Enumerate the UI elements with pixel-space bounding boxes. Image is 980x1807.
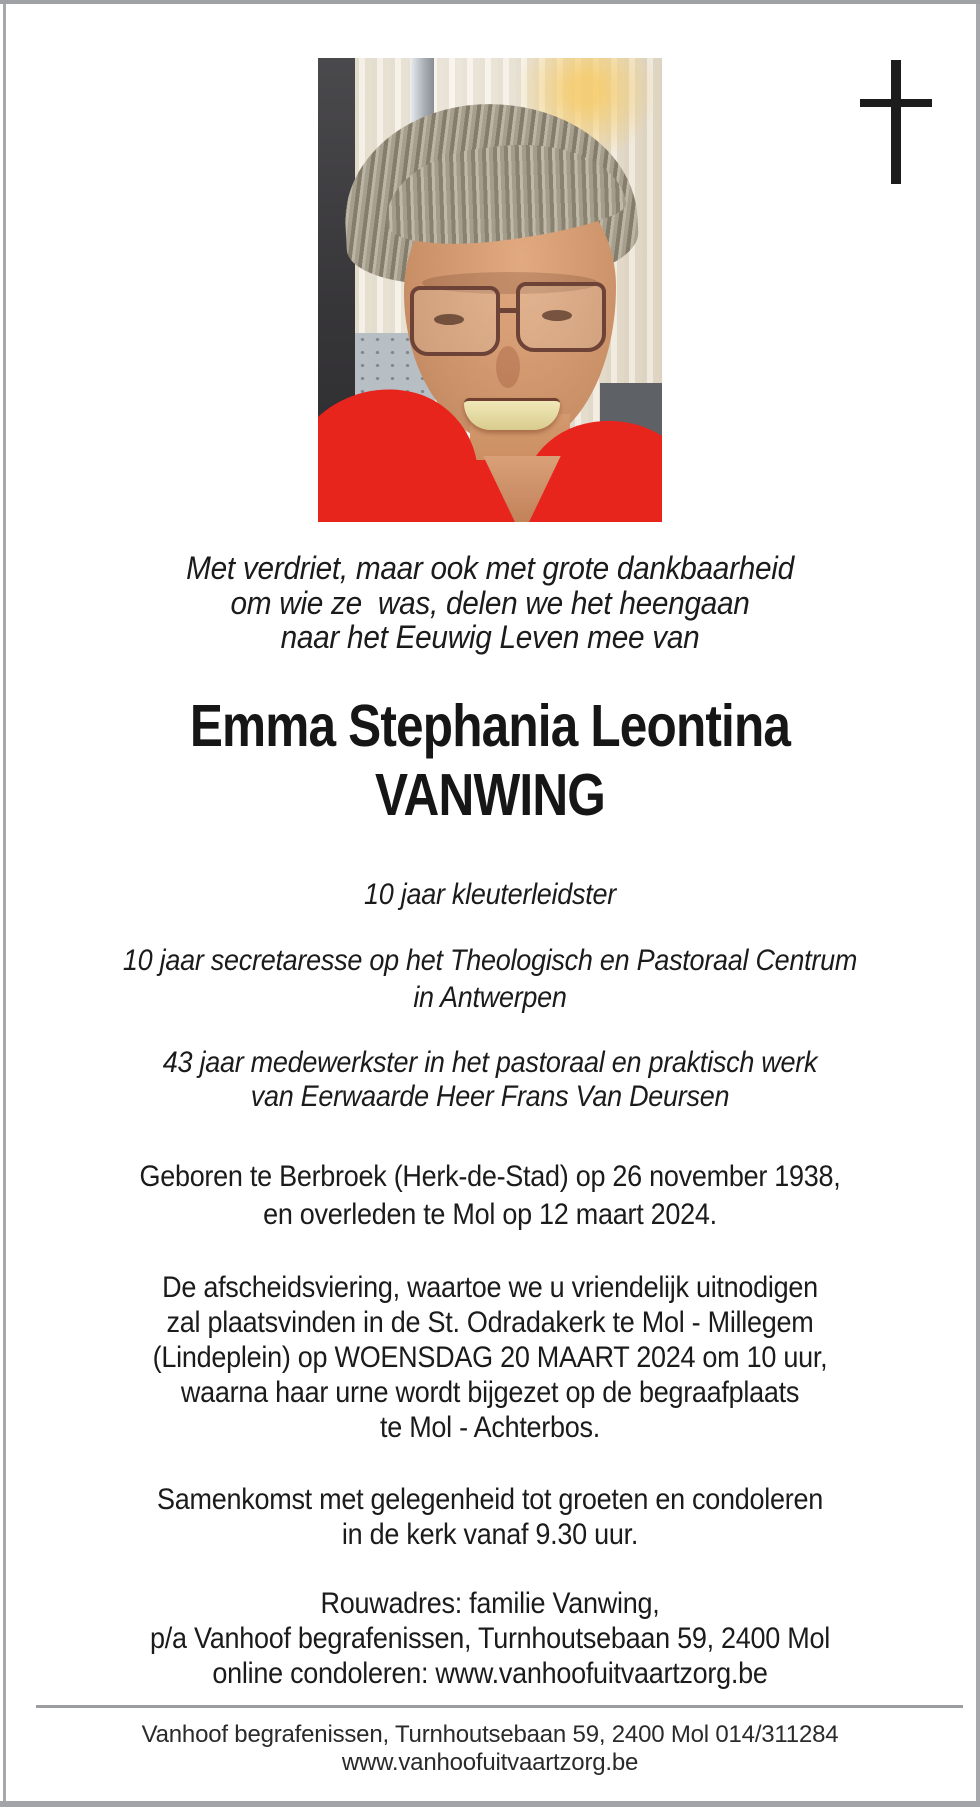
condolence-line: online condoleren: www.vanhoofuitvaartzorg.be <box>212 1657 768 1690</box>
page-frame-left <box>3 4 6 1801</box>
gathering-line: Samenkomst met gelegenheid tot groeten en condoleren <box>157 1483 823 1516</box>
deceased-name <box>95 692 885 830</box>
photo-left-eye <box>434 314 464 325</box>
career-line: 10 jaar kleuterleidster <box>364 878 616 911</box>
service-line: waarna haar urne wordt bijgezet op de begraafplaats <box>180 1376 800 1409</box>
portrait-photo <box>318 58 662 522</box>
career-medewerkster <box>67 1046 913 1114</box>
footer-divider <box>36 1705 963 1708</box>
photo-glasses-bridge <box>498 308 518 313</box>
cross-horizontal-bar <box>860 99 932 107</box>
career-line: 43 jaar medewerkster in het pastoraal en praktisch werk <box>162 1046 818 1079</box>
footer-website-line: www.vanhoofuitvaartzorg.be <box>341 1749 639 1776</box>
footer-contact-line: Vanhoof begrafenissen, Turnhoutsebaan 59, 2400 Mol 014/311284 <box>141 1721 839 1748</box>
career-line: in Antwerpen <box>413 981 567 1014</box>
page-frame-top <box>0 0 980 4</box>
cross-vertical-bar <box>891 60 901 184</box>
intro-verse <box>53 551 927 655</box>
gathering-info <box>67 1482 913 1552</box>
dates-line: en overleden te Mol op 12 maart 2024. <box>263 1198 717 1231</box>
gathering-line: in de kerk vanaf 9.30 uur. <box>341 1518 639 1551</box>
career-line: van Eerwaarde Heer Frans Van Deursen <box>250 1080 730 1113</box>
condolence-line: Rouwadres: familie Vanwing, <box>320 1587 660 1620</box>
career-line: 10 jaar secretaresse op het Theologisch en Pastoraal Centrum <box>122 944 858 977</box>
page-frame-bottom <box>0 1801 980 1807</box>
condolence-address <box>67 1586 913 1691</box>
service-line: (Lindeplein) op WOENSDAG 20 MAART 2024 om 10 uur, <box>152 1341 828 1374</box>
deceased-first-names: Emma Stephania Leontina <box>189 693 791 759</box>
intro-line: Met verdriet, maar ook met grote dankbaarheid <box>186 550 794 586</box>
service-line: De afscheidsviering, waartoe we u vriendelijk uitnodigen <box>162 1271 818 1304</box>
photo-nose-shadow <box>496 346 520 388</box>
cross-icon <box>858 60 934 186</box>
intro-line: om wie ze was, delen we het heengaan <box>230 584 750 621</box>
service-line: zal plaatsvinden in de St. Odradakerk te Mol - Millegem <box>166 1306 814 1339</box>
birth-death-dates <box>67 1158 913 1234</box>
page-frame-right <box>976 4 980 1801</box>
condolence-line: p/a Vanhoof begrafenissen, Turnhoutsebaan 59, 2400 Mol <box>150 1622 830 1655</box>
funeral-home-footer <box>20 1721 960 1777</box>
intro-line: naar het Eeuwig Leven mee van <box>280 619 700 655</box>
career-kleuterleidster <box>67 877 913 913</box>
deceased-surname: VANWING <box>375 762 605 828</box>
service-details <box>67 1270 913 1445</box>
service-line: te Mol - Achterbos. <box>380 1411 600 1444</box>
photo-smile <box>464 398 560 430</box>
career-secretaresse <box>67 942 913 1016</box>
dates-line: Geboren te Berbroek (Herk-de-Stad) op 26 november 1938, <box>139 1160 841 1193</box>
photo-right-eye <box>542 310 572 321</box>
